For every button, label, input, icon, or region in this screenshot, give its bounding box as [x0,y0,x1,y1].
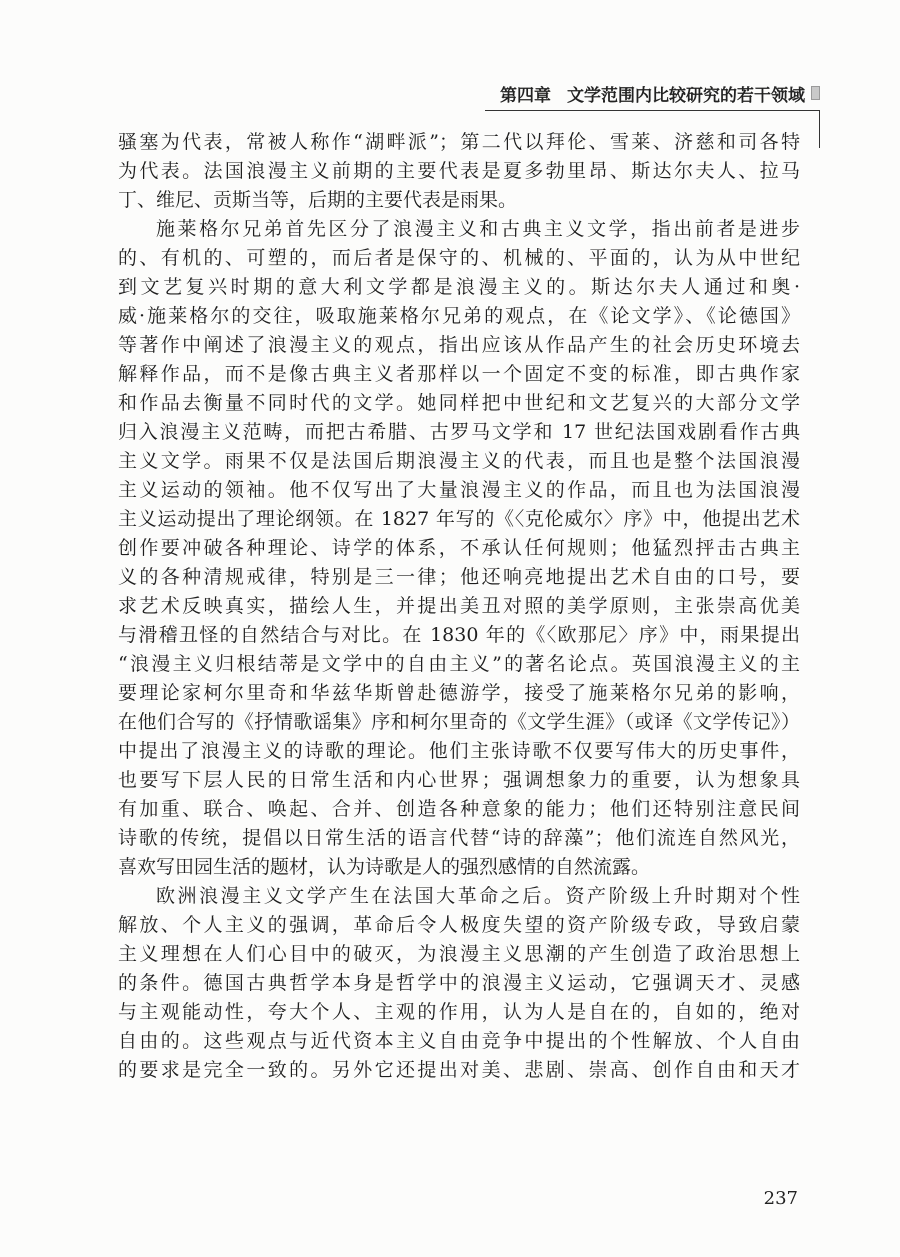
text-line: 与主观能动性，夸大个人、主观的作用，认为人是自在的，自如的，绝对 [118,1001,800,1023]
header-square-icon [811,86,820,100]
text-line: 要理论家柯尔里奇和华兹华斯曾赴德游学，接受了施莱格尔兄弟的影响， [118,682,800,704]
text-line: 等著作中阐述了浪漫主义的观点，指出应该从作品产生的社会历史环境去 [118,334,800,356]
text-line: 中提出了浪漫主义的诗歌的理论。他们主张诗歌不仅要写伟大的历史事件， [118,740,800,762]
text-line: 主义理想在人们心目中的破灭，为浪漫主义思潮的产生创造了政治思想上 [118,943,800,965]
page-number: 237 [763,1188,798,1209]
text-line: 丁、维尼、贡斯当等，后期的主要代表是雨果。 [118,189,518,211]
text-line: 主义运动提出了理论纲领。在 1827 年写的《〈克伦威尔〉序》中，他提出艺术 [118,508,800,530]
text-line: 的、有机的、可塑的，而后者是保守的、机械的、平面的，认为从中世纪 [118,247,800,269]
text-line: 为代表。法国浪漫主义前期的主要代表是夏多勃里昂、斯达尔夫人、拉马 [118,160,800,182]
text-line: 到文艺复兴时期的意大利文学都是浪漫主义的。斯达尔夫人通过和奥· [118,276,800,298]
text-line: 也要写下层人民的日常生活和内心世界；强调想象力的重要，认为想象具 [118,769,800,791]
text-line: “浪漫主义归根结蒂是文学中的自由主义”的著名论点。英国浪漫主义的主 [118,653,800,675]
text-line: 在他们合写的《抒情歌谣集》序和柯尔里奇的《文学生涯》（或译《文学传记》） [118,711,800,733]
text-line: 威·施莱格尔的交往，吸取施莱格尔兄弟的观点，在《论文学》、《论德国》 [118,305,800,327]
text-line: 解放、个人主义的强调，革命后令人极度失望的资产阶级专政，导致启蒙 [118,914,800,936]
text-line: 喜欢写田园生活的题材，认为诗歌是人的强烈感情的自然流露。 [118,856,651,878]
text-line: 解释作品，而不是像古典主义者那样以一个固定不变的标准，即古典作家 [118,363,800,385]
text-line: 诗歌的传统，提倡以日常生活的语言代替“诗的辞藻”；他们流连自然风光， [118,827,800,849]
text-line: 的要求是完全一致的。另外它还提出对美、悲剧、崇高、创作自由和天才 [118,1059,800,1081]
text-line: 施莱格尔兄弟首先区分了浪漫主义和古典主义文学，指出前者是进步 [156,218,800,240]
text-line: 和作品去衡量不同时代的文学。她同样把中世纪和文艺复兴的大部分文学 [118,392,800,414]
header-rule [485,110,820,111]
text-line: 骚塞为代表，常被人称作“湖畔派”；第二代以拜伦、雪莱、济慈和司各特 [118,131,800,153]
text-line: 归入浪漫主义范畴，而把古希腊、古罗马文学和 17 世纪法国戏剧看作古典 [118,421,800,443]
text-line: 的条件。德国古典哲学本身是哲学中的浪漫主义运动，它强调天才、灵感 [118,972,800,994]
text-line: 欧洲浪漫主义文学产生在法国大革命之后。资产阶级上升时期对个性 [156,885,800,907]
body-text [118,128,800,1085]
header-side-rule [819,110,820,148]
text-line: 有加重、联合、唤起、合并、创造各种意象的能力；他们还特别注意民间 [118,798,800,820]
text-line: 与滑稽丑怪的自然结合与对比。在 1830 年的《〈欧那尼〉序》中，雨果提出 [118,624,800,646]
text-line: 主义文学。雨果不仅是法国后期浪漫主义的代表，而且也是整个法国浪漫 [118,450,800,472]
chapter-label: 第四章 [500,85,551,106]
text-line: 义的各种清规戒律，特别是三一律；他还响亮地提出艺术自由的口号，要 [118,566,800,588]
running-header [500,80,820,106]
text-line: 主义运动的领袖。他不仅写出了大量浪漫主义的作品，而且也为法国浪漫 [118,479,800,501]
chapter-title: 文学范围内比较研究的若干领域 [567,85,805,106]
text-line: 自由的。这些观点与近代资本主义自由竞争中提出的个性解放、个人自由 [118,1030,800,1052]
text-line: 创作要冲破各种理论、诗学的体系，不承认任何规则；他猛烈抨击古典主 [118,537,800,559]
text-line: 求艺术反映真实，描绘人生，并提出美丑对照的美学原则，主张崇高优美 [118,595,800,617]
